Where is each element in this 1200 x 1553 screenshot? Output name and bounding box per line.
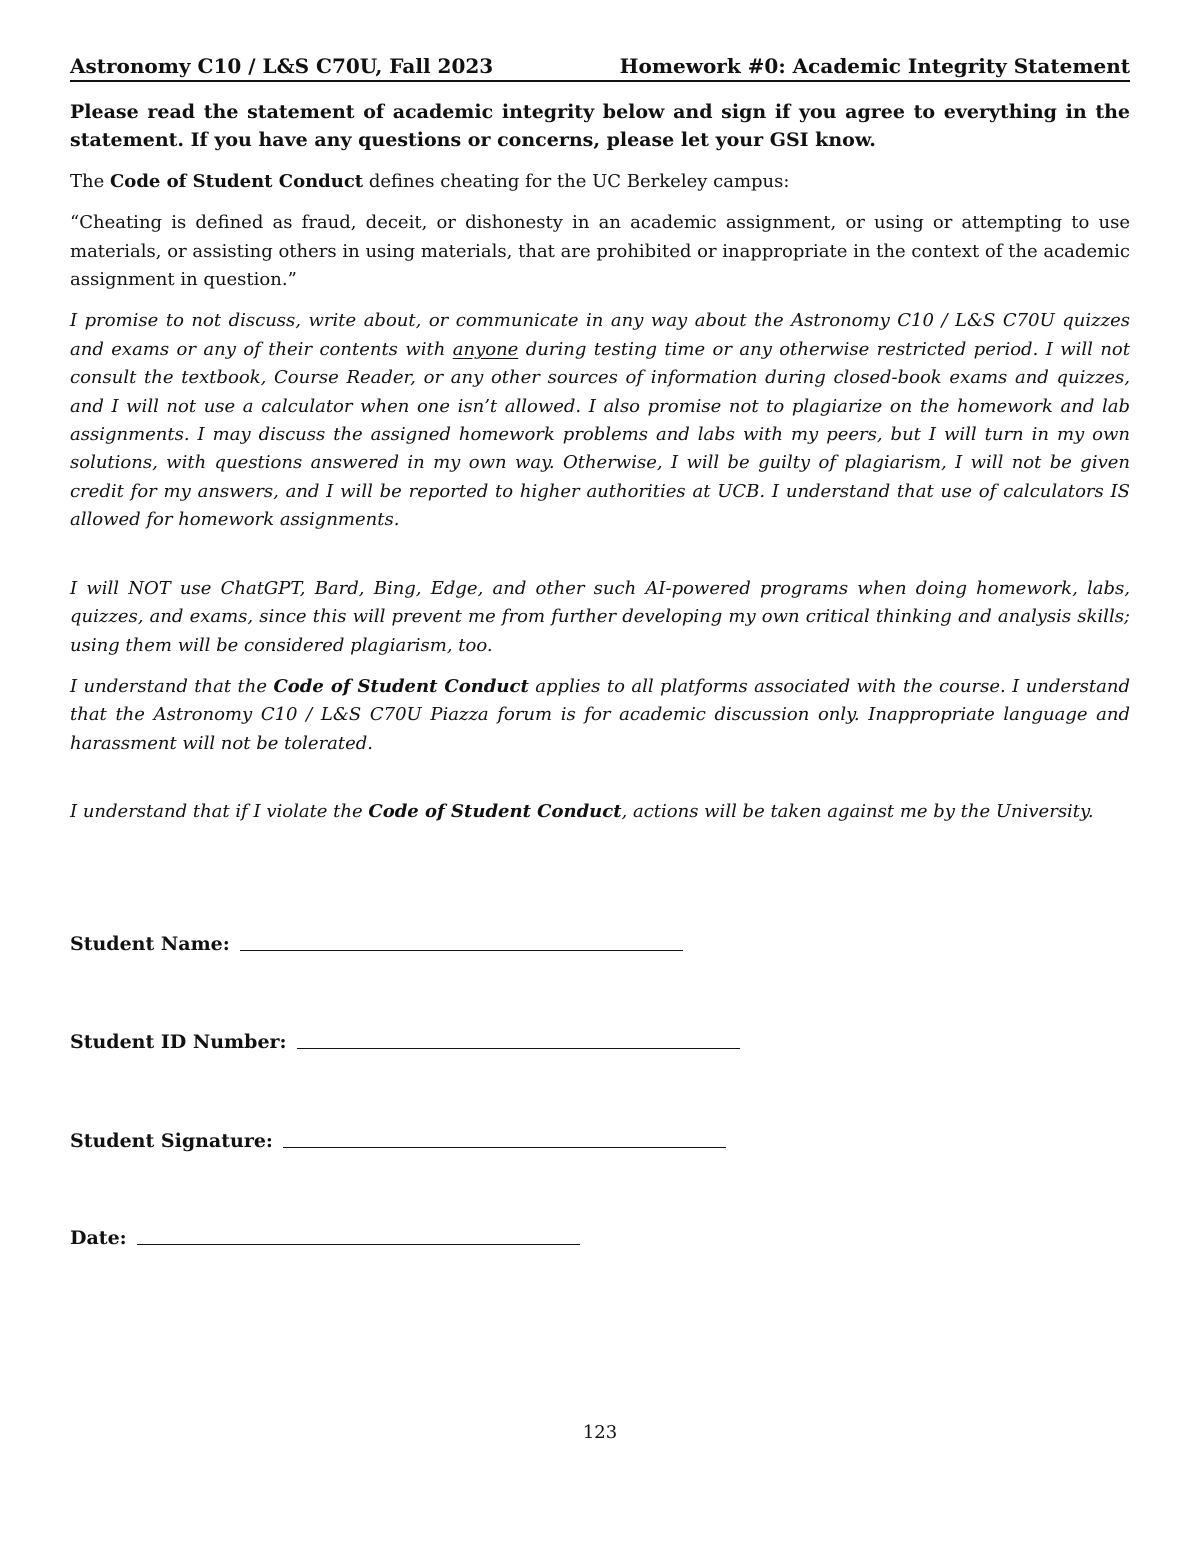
intro-code-name: Code of Student Conduct: [109, 170, 364, 192]
document-page: [70, 0, 1130, 1553]
student-name-label: Student Name:: [70, 933, 230, 955]
platforms-prefix: I understand that the: [70, 675, 274, 697]
statement-body: [70, 98, 1130, 827]
platforms-suffix: applies to all platforms associated with the course. I understand that the Astronomy C10 / L&S C70U Piazza forum is for academic discussion only. Inappropriate language and harassment will not be tolerated.: [70, 675, 1130, 754]
student-id-label: Student ID Number:: [70, 1031, 287, 1053]
intro-paragraph: [70, 168, 1130, 196]
date-label: Date:: [70, 1227, 127, 1249]
violation-code-name: Code of Student Conduct: [368, 801, 622, 823]
student-name-field[interactable]: [70, 933, 683, 955]
violation-paragraph: [70, 798, 1130, 826]
ai-statement-paragraph: I will NOT use ChatGPT, Bard, Bing, Edge, and other such AI-powered programs when doing homework, labs, quizzes, and exams, since this will prevent me from further developing my own critical thinking and analysis skills; using them will be considered plagiarism, too.: [70, 577, 1130, 656]
student-name-line[interactable]: [240, 950, 683, 951]
student-id-field[interactable]: [70, 1031, 740, 1053]
violation-prefix: I understand that if I violate the: [70, 801, 369, 823]
intro-suffix: defines cheating for the UC Berkeley campus:: [363, 170, 790, 192]
student-id-line[interactable]: [297, 1048, 740, 1049]
page-number: 123: [582, 1422, 618, 1443]
assignment-title: Homework #0: Academic Integrity Statement: [619, 54, 1130, 78]
student-signature-line[interactable]: [283, 1147, 726, 1148]
cheating-definition-quote: “Cheating is defined as fraud, deceit, or dishonesty in an academic assignment, or using or attempting to use materials, or assisting others in using materials, that are prohibited or inappropriate in the context of the academic assignment in question.”: [70, 212, 1130, 291]
date-line[interactable]: [137, 1244, 580, 1245]
violation-suffix: , actions will be taken against me by the University.: [621, 801, 1094, 823]
platforms-code-name: Code of Student Conduct: [273, 675, 529, 697]
promise-part1: I promise to not discuss, write about, or communicate in any way about the Astronomy C10 / L&S C70U quizzes and exams or any of their contents with: [70, 310, 1130, 360]
promise-emphasis: anyone: [452, 338, 519, 360]
platforms-paragraph: [70, 673, 1130, 758]
date-field[interactable]: [70, 1227, 580, 1249]
page-header: [70, 52, 1130, 82]
student-signature-field[interactable]: [70, 1130, 726, 1152]
course-title: Astronomy C10 / L&S C70U, Fall 2023: [70, 54, 494, 78]
promise-paragraph: [70, 307, 1130, 534]
student-signature-label: Student Signature:: [70, 1130, 273, 1152]
promise-part2: during testing time or any otherwise restricted period. I will not consult the textbook, Course Reader, or any other sources of information during closed-book exams and quizzes, and I will not use a calculator when one isn’t allowed. I also promise not to plagiarize on the homework and lab assignments. I may discuss the assigned homework problems and labs with my peers, but I will turn in my own solutions, with questions answered in my own way. Otherwise, I will be guilty of plagiarism, I will not be given credit for my answers, and I will be reported to higher authorities at UCB. I understand that use of calculators IS allowed for homework assignments.: [70, 338, 1130, 531]
intro-prefix: The: [70, 170, 110, 192]
instructions-paragraph: Please read the statement of academic integrity below and sign if you agree to everything in the statement. If you have any questions or concerns, please let your GSI know.: [70, 101, 1130, 152]
